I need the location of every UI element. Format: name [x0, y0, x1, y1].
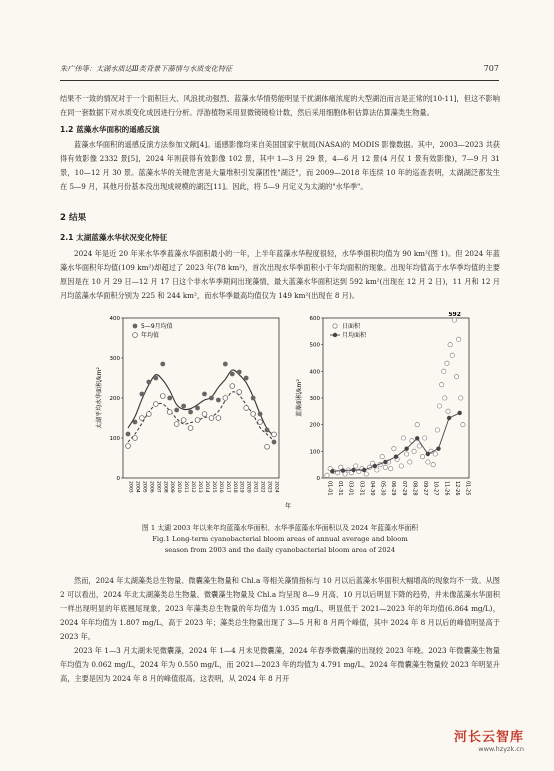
- data-point-daily: [445, 361, 449, 365]
- data-point-daily: [420, 454, 424, 458]
- data-point-bloom-season: [244, 376, 249, 381]
- caption-en-1: Fig.1 Long-term cyanobacterial bloom areas of annual average and bloom: [152, 535, 408, 543]
- data-point-bloom-season: [195, 406, 200, 411]
- data-point-bloom-season: [209, 396, 214, 401]
- legend-label: 5—9月均值: [141, 323, 173, 330]
- xtick-label: 2021: [252, 481, 258, 493]
- data-point-annual: [146, 412, 151, 417]
- legend-label: 年均值: [141, 332, 160, 339]
- data-point-daily: [442, 369, 446, 373]
- xtick-label: 2008: [162, 481, 168, 493]
- chart-left-frame: [123, 318, 279, 478]
- legend-marker-filled: [133, 324, 138, 329]
- chart-right-ylabel: 蓝藻面积/km²: [296, 379, 303, 417]
- data-point-bloom-season: [146, 380, 151, 385]
- data-point-daily: [461, 422, 465, 426]
- chart-right-legend: [330, 322, 367, 339]
- xtick-label: 2006: [148, 481, 154, 493]
- data-point-annual: [209, 416, 214, 421]
- chart-left: [95, 316, 291, 510]
- data-point-bloom-season: [126, 432, 131, 437]
- ytick-label: 500: [309, 342, 320, 349]
- xtick-label: 03-31: [358, 481, 365, 496]
- watermark-url: www.hzyzk.cn: [478, 745, 524, 753]
- data-point-bloom-season: [133, 420, 138, 425]
- data-point-bloom-season: [153, 376, 158, 381]
- xtick-label: 2011: [183, 481, 189, 493]
- data-point-daily: [431, 462, 435, 466]
- data-point-daily: [433, 452, 437, 456]
- paragraph-text: 然而，2024 年太湖藻类总生物量、微囊藻生物量和 Chl.a 等相关藻情指标与 10 月以后蓝藻水华面积大幅增高的现象均不一致。从图 2 可以看出，2024 年北太湖藻类总生物量、微囊藻生物量及 Chl.a 均呈现 8—9 月高、10 月以后明显下降的趋势，并未像蓝藻水华面积一样出现明显的年底翘尾现象。2023 年藻类总生物量的年均值为 1.035 mg/L，明显低于 2021—2023 年的年均值(6.864 mg/L)，2024 年年均值为 1.807 mg/L，高于 2023 年；藻类总生物量出现了 3—5 月和 8 月两个峰值，其中 2024 年 8 月以后的峰值明显高于 2023 年。: [60, 576, 500, 641]
- ytick-label: 600: [309, 316, 320, 322]
- section-heading-2-1: 2.1 太湖蓝藻水华状况变化特征: [60, 233, 168, 242]
- data-point-bloom-season: [251, 396, 256, 401]
- data-point-daily: [364, 472, 368, 476]
- figure-caption: [60, 523, 500, 556]
- data-point-daily: [446, 409, 450, 413]
- data-point-bloom-season: [181, 404, 186, 409]
- data-point-bloom-season: [167, 396, 172, 401]
- data-point-daily: [325, 473, 329, 477]
- data-point-daily: [399, 464, 403, 468]
- watermark-title: 河长云智库: [453, 730, 524, 745]
- data-point-annual: [216, 416, 221, 421]
- xtick-label: 05-30: [379, 481, 386, 496]
- data-point-daily: [459, 396, 463, 400]
- data-point-monthly: [404, 446, 408, 450]
- xtick-label: 2022: [259, 481, 265, 493]
- data-point-monthly: [341, 468, 345, 472]
- xtick-label: 04-30: [368, 481, 375, 496]
- data-point-monthly: [351, 468, 355, 472]
- ytick-label: 200: [109, 396, 120, 402]
- paragraph-2-1: [60, 247, 500, 303]
- xtick-label: 09-27: [422, 481, 429, 496]
- data-point-bloom-season: [237, 370, 242, 375]
- data-point-annual: [160, 394, 165, 399]
- data-point-daily: [456, 337, 460, 341]
- legend-marker-filled: [333, 333, 337, 337]
- series-annual-points: [126, 384, 277, 450]
- chart-left-xticks: [128, 481, 280, 493]
- xtick-label: 08-28: [411, 481, 418, 496]
- xtick-label: 2020: [245, 481, 251, 493]
- xtick-label: 2015: [210, 481, 216, 493]
- xtick-label: 2019: [238, 481, 244, 493]
- data-point-daily: [437, 404, 441, 408]
- series-bloom-season-fit: [128, 370, 274, 436]
- data-point-annual: [244, 406, 249, 411]
- data-point-annual: [133, 436, 138, 441]
- data-point-monthly: [394, 454, 398, 458]
- data-point-bloom-season: [174, 408, 179, 413]
- data-point-daily: [454, 374, 458, 378]
- caption-en-2: season from 2003 and the daily cyanobacterial bloom area of 2024: [164, 546, 396, 554]
- data-point-daily: [380, 454, 384, 458]
- xtick-label: 2009: [169, 481, 175, 493]
- legend-label: 月均面积: [342, 332, 367, 339]
- data-point-daily: [443, 396, 447, 400]
- data-point-monthly: [447, 416, 451, 420]
- chart-right-yticks: [310, 316, 324, 482]
- data-point-annual: [195, 418, 200, 423]
- ytick-label: 0: [116, 476, 120, 482]
- data-point-annual: [188, 426, 193, 431]
- data-point-monthly: [383, 460, 387, 464]
- data-point-daily: [392, 446, 396, 450]
- section-heading-1-2: 1.2 蓝藻水华面积的遥感反演: [60, 125, 160, 134]
- xtick-label: 2004: [134, 481, 140, 493]
- data-point-bloom-season: [272, 440, 277, 445]
- data-point-bloom-season: [258, 412, 263, 417]
- data-point-annual: [181, 418, 186, 423]
- paragraph-top: [60, 92, 500, 120]
- xtick-label: 2005: [141, 481, 147, 493]
- data-point-daily: [383, 465, 387, 469]
- data-point-annual: [223, 396, 228, 401]
- series-daily-points: [325, 318, 465, 478]
- data-point-monthly: [373, 464, 377, 468]
- xtick-label: 2023: [266, 481, 272, 493]
- xtick-label: 2003: [127, 481, 133, 493]
- xtick-label: 11-26: [443, 481, 450, 496]
- xtick-label: 2010: [176, 481, 182, 493]
- data-point-annual: [237, 390, 242, 395]
- data-point-monthly: [426, 452, 430, 456]
- xtick-label: 2017: [224, 481, 230, 493]
- legend-label: 日面积: [342, 323, 361, 330]
- data-point-annual: [140, 416, 145, 421]
- data-point-daily: [375, 468, 379, 472]
- data-point-annual: [265, 444, 270, 449]
- data-point-daily: [415, 422, 419, 426]
- running-header-title: 朱广伟等：太湖水质达Ⅲ类背景下藻情与水质变化特征: [60, 64, 233, 73]
- paragraph-text: 蓝藻水华面积的遥感反演方法参加文献[4]。遥感影像均来自美国国家宇航局(NASA)的 MODIS 影像数据。其中，2003—2023 共获得有效影像 2332 景[5]，2024 年则获得有效影像 102 景，其中 1—3 月 29 景，4—6 月 12 景(4 月仅 1 景有效影像)，7—9 月 31 景，10—12 月 30 景。蓝藻水华的关键危害是大量堆积引发藻团性"湖泛"，而 2009—2018 年连续 10 年的巡查表明，太湖湖泛都发生在 5—9 月，其他月份基本没出现成规模的湖泛[11]。因此，将 5—9 月定义为太湖的"水华季"。: [60, 140, 500, 191]
- data-point-daily: [435, 428, 439, 432]
- data-point-bloom-season: [265, 428, 270, 433]
- ytick-label: 300: [309, 396, 320, 402]
- data-point-annual: [202, 412, 207, 417]
- ytick-label: 0: [316, 476, 320, 482]
- header-rule: [60, 80, 499, 81]
- ytick-label: 200: [309, 422, 320, 429]
- data-point-daily: [422, 436, 426, 440]
- data-point-annual: [272, 432, 277, 437]
- data-point-daily: [426, 460, 430, 464]
- xtick-label: 01-01: [326, 481, 333, 496]
- data-point-daily: [401, 436, 405, 440]
- data-point-daily: [353, 464, 357, 468]
- watermark-logo: [454, 726, 524, 753]
- ytick-label: 400: [309, 369, 320, 376]
- chart-right: [295, 312, 471, 496]
- section-heading-2: 2 结果: [60, 213, 87, 223]
- xtick-label: 10-27: [432, 481, 439, 496]
- data-point-bloom-season: [230, 372, 235, 377]
- data-point-bloom-season: [140, 392, 145, 397]
- page-number: 707: [483, 64, 499, 73]
- series-monthly-line: [332, 413, 459, 471]
- paragraph-1-2: [60, 138, 500, 194]
- data-point-annual: [126, 444, 131, 449]
- ytick-label: 100: [109, 436, 120, 442]
- legend-marker-open: [333, 324, 337, 328]
- data-point-bloom-season: [223, 362, 228, 367]
- figure-1: [95, 312, 475, 516]
- xtick-label: 07-29: [400, 481, 407, 496]
- data-point-daily: [450, 353, 454, 357]
- xtick-label: 01-31: [337, 481, 344, 496]
- data-point-daily: [404, 452, 408, 456]
- data-point-daily: [408, 460, 412, 464]
- series-bloom-season-points: [126, 362, 277, 445]
- chart-left-legend: [133, 322, 173, 339]
- data-point-daily: [452, 318, 456, 322]
- data-point-daily: [448, 342, 452, 346]
- running-header: [60, 64, 499, 76]
- data-point-monthly: [415, 436, 419, 440]
- peak-annotation: 592: [448, 312, 461, 319]
- xtick-label: 2013: [197, 481, 203, 493]
- legend-marker-open: [133, 333, 138, 338]
- ytick-label: 300: [109, 356, 120, 362]
- chart-left-yticks: [110, 316, 124, 482]
- xtick-label: 2018: [231, 481, 237, 493]
- data-point-annual: [153, 402, 158, 407]
- data-point-annual: [251, 412, 256, 417]
- data-point-daily: [388, 466, 392, 470]
- data-point-monthly: [457, 411, 461, 415]
- xtick-label: 06-29: [390, 481, 397, 496]
- data-point-bloom-season: [202, 392, 207, 397]
- caption-cn: 图 1 太湖 2003 年以来年均蓝藻水华面积、水华季蓝藻水华面积以及 2024 年蓝藻水华面积: [141, 524, 419, 532]
- chart-right-xticks: [327, 481, 471, 496]
- xtick-label: 03-01: [347, 481, 354, 496]
- data-point-annual: [230, 384, 235, 389]
- xtick-label: 01-25: [464, 481, 471, 496]
- paragraph-text: 结果不一致的情况对于一个面积巨大、风浪扰动强烈、蓝藻水华情势能明显干扰湖体痛浓度的大型湖泊而言是正常的[10-11]，但这不影响在同一套数据下对水质变化成因进行分析。浮游植物采用显微镜镜检计数，然后采用细胞体积估算法估算藻类生物量。: [60, 94, 500, 117]
- chart-left-ylabel: 太湖平均水华面积/km²: [96, 367, 103, 429]
- series-monthly-points: [330, 411, 462, 474]
- chart-left-xlabel: 年: [285, 503, 292, 510]
- xtick-label: 2014: [203, 481, 209, 493]
- data-point-annual: [174, 422, 179, 427]
- xtick-label: 2016: [217, 481, 223, 493]
- data-point-monthly: [330, 469, 334, 473]
- data-point-daily: [412, 449, 416, 453]
- data-point-bloom-season: [188, 410, 193, 415]
- paragraph-text: 2024 年是近 20 年来水华季蓝藻水华面积最小的一年，上半年蓝藻水华程度很轻，水华季面积均值为 90 km²(图 1)。但 2024 年蓝藻水华面积年均值(109 km²)却超过了 2023 年(78 km²)，首次出现水华季面积小于年均面积的现象。出现年均值高于水华季均值的主要原因是在 10 月 29 日—12 月 17 日这个非水华季期间出现藻情，最大蓝藻水华面积达到 592 km²(出现在 12 月 2 日)，11 月和 12 月月均蓝藻水华面积分别为 225 和 244 km²，而水华季最高均值仅为 149 km²(出现在 8 月)。: [60, 249, 500, 300]
- data-point-bloom-season: [160, 362, 165, 367]
- paragraph-after-figure: [60, 574, 500, 686]
- xtick-label: 12-26: [453, 481, 460, 496]
- data-point-annual: [258, 420, 263, 425]
- data-point-daily: [439, 382, 443, 386]
- xtick-label: 2024: [273, 481, 279, 493]
- data-point-monthly: [362, 468, 366, 472]
- xtick-label: 2007: [155, 481, 161, 493]
- xtick-label: 2012: [190, 481, 196, 493]
- ytick-label: 400: [109, 316, 120, 322]
- paragraph-text: 2023 年 1—3 月太湖未见微囊藻，2024 年 1—4 月未见微囊藻，2024 年春季微囊藻的出现较 2023 年晚。2023 年微囊藻生物量年均值为 0.062 mg/L，2024 年为 0.550 mg/L，而 2021—2023 年的均值为 4.791 mg/L。2024 年微囊藻生物量较 2023 年明显升高，主要是因为 2024 年 8 月的峰值很高。这表明，从 2024 年 8 月开: [60, 646, 500, 683]
- data-point-monthly: [436, 446, 440, 450]
- ytick-label: 100: [309, 449, 320, 456]
- data-point-bloom-season: [216, 398, 221, 403]
- data-point-annual: [167, 410, 172, 415]
